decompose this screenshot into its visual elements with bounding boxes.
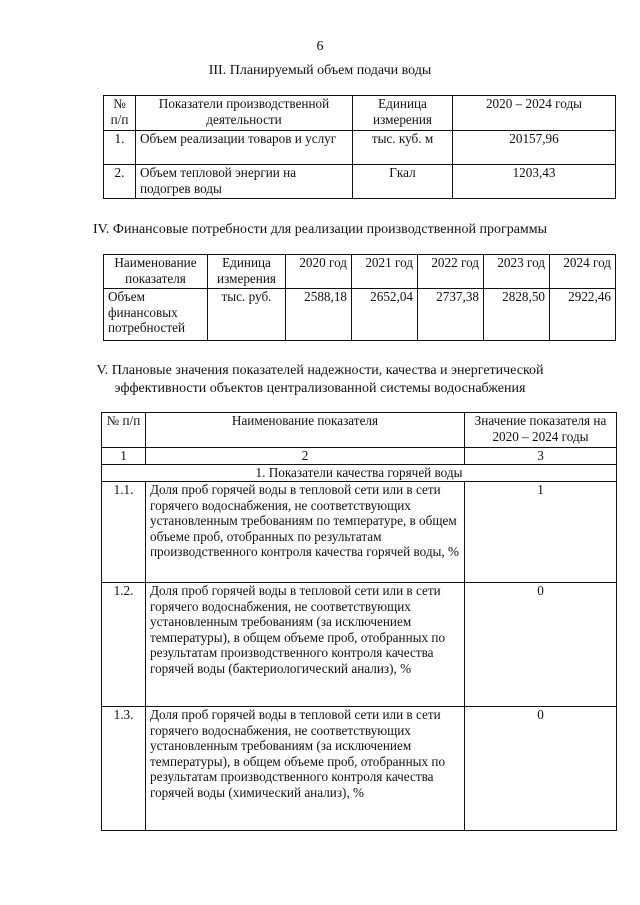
row-num: 1.3. xyxy=(102,707,146,831)
section-5-table xyxy=(101,412,617,831)
section-3-title: III. Планируемый объем подачи воды xyxy=(208,63,432,78)
row-value: 2588,18 xyxy=(286,289,352,341)
row-value: 1 xyxy=(465,482,617,583)
header-period: 2020 – 2024 годы xyxy=(453,96,616,131)
header-year: 2021 год xyxy=(352,255,418,289)
header-unit: Единица измерения xyxy=(353,96,453,131)
table-row xyxy=(104,289,616,341)
header-num: № п/п xyxy=(104,96,136,131)
header-year: 2023 год xyxy=(484,255,550,289)
header-name: Наименование показателя xyxy=(146,413,465,448)
table-row xyxy=(102,707,617,831)
header-year: 2024 год xyxy=(550,255,616,289)
header-year: 2020 год xyxy=(286,255,352,289)
row-value: 0 xyxy=(465,583,617,707)
row-num: 1. xyxy=(104,131,136,165)
row-value: 2737,38 xyxy=(418,289,484,341)
row-value: 2828,50 xyxy=(484,289,550,341)
row-name: Объем финансовых потребностей xyxy=(104,289,208,341)
header-num: № п/п xyxy=(102,413,146,448)
row-name: Доля проб горячей воды в тепловой сети или в сети горячего водоснабжения, не соответствующих установленным требованиям по температуре, в общем объеме проб, отобранных по результатам производственного контроля качества горячей воды, % xyxy=(146,482,465,583)
column-number: 2 xyxy=(146,448,465,465)
table-row xyxy=(104,131,616,165)
row-name: Доля проб горячей воды в тепловой сети или в сети горячего водоснабжения, не соответствующих установленным требованиям (за исключением температуры), в общем объеме проб, отобранных по результатам производственного контроля качества горячей воды (бактериологический анализ), % xyxy=(146,583,465,707)
header-value: Значение показателя на 2020 – 2024 годы xyxy=(465,413,617,448)
row-value: 20157,96 xyxy=(453,131,616,165)
table-row xyxy=(102,482,617,583)
header-name: Наименование показателя xyxy=(104,255,208,289)
page-number: 6 xyxy=(316,39,324,54)
row-num: 1.1. xyxy=(102,482,146,583)
section-3-table xyxy=(103,95,616,199)
row-value: 1203,43 xyxy=(453,165,616,199)
row-name: Объем реализации товаров и услуг xyxy=(136,131,353,165)
row-name: Объем тепловой энергии на подогрев воды xyxy=(136,165,353,199)
group-title: 1. Показатели качества горячей воды xyxy=(102,465,617,482)
row-num: 1.2. xyxy=(102,583,146,707)
row-name: Доля проб горячей воды в тепловой сети или в сети горячего водоснабжения, не соответствующих установленным требованиям (за исключением температуры), в общем объеме проб, отобранных по результатам производственного контроля качества горячей воды (химический анализ), % xyxy=(146,707,465,831)
row-value: 2652,04 xyxy=(352,289,418,341)
header-indicator: Показатели производственной деятельности xyxy=(136,96,353,131)
header-unit: Единица измерения xyxy=(208,255,286,289)
section-4-title: IV. Финансовые потребности для реализации производственной программы xyxy=(92,222,548,237)
row-unit: тыс. руб. xyxy=(208,289,286,341)
column-number: 3 xyxy=(465,448,617,465)
row-value: 2922,46 xyxy=(550,289,616,341)
header-year: 2022 год xyxy=(418,255,484,289)
table-row xyxy=(104,165,616,199)
table-row xyxy=(102,583,617,707)
column-number: 1 xyxy=(102,448,146,465)
row-unit: Гкал xyxy=(353,165,453,199)
section-5-title-line-1: V. Плановые значения показателей надежности, качества и энергетической xyxy=(96,363,544,378)
section-5-title-line-2: эффективности объектов централизованной системы водоснабжения xyxy=(114,381,526,396)
section-4-table xyxy=(103,254,616,341)
row-num: 2. xyxy=(104,165,136,199)
row-unit: тыс. куб. м xyxy=(353,131,453,165)
row-value: 0 xyxy=(465,707,617,831)
